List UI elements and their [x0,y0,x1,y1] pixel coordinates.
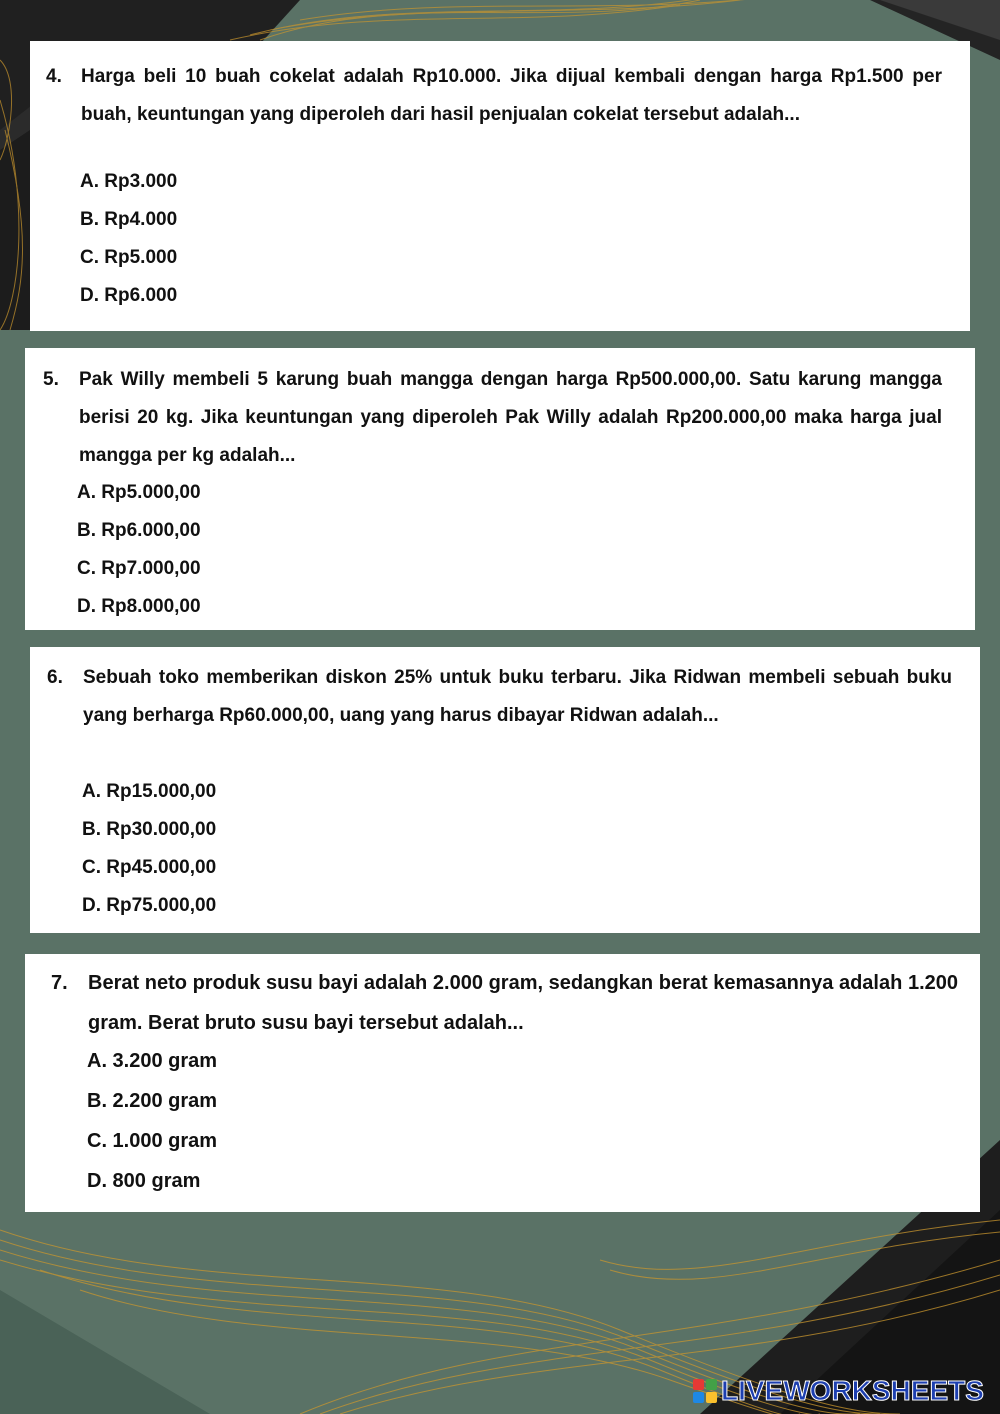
option-b[interactable]: B. Rp4.000 [80,209,178,230]
question-card-7 [25,954,980,1212]
option-d[interactable]: D. Rp75.000,00 [82,895,217,916]
option-c[interactable]: C. 1.000 gram [87,1130,218,1152]
question-text: Berat neto produk susu bayi adalah 2.000 gram, sedangkan berat kemasannya adalah 1.200 gram. Berat bruto susu bayi tersebut adalah... [88,972,958,1034]
brand-name: LIVEWORKSHEETS [721,1375,984,1406]
question-number: 4. [46,66,62,87]
option-a[interactable]: A. 3.200 gram [87,1050,218,1072]
option-a[interactable]: A. Rp15.000,00 [82,781,217,802]
question-number: 5. [43,369,59,390]
question-card-4 [30,41,970,331]
option-c[interactable]: C. Rp7.000,00 [77,558,201,579]
liveworksheets-logo-icon [693,1379,717,1403]
option-c[interactable]: C. Rp5.000 [80,247,178,268]
question-card-6 [30,647,980,933]
question-card-5 [25,348,975,630]
option-d[interactable]: D. Rp6.000 [80,285,178,306]
liveworksheets-logo[interactable] [693,1374,984,1408]
option-a[interactable]: A. Rp5.000,00 [77,482,201,503]
question-number: 6. [47,667,63,688]
option-d[interactable]: D. Rp8.000,00 [77,596,201,617]
option-b[interactable]: B. Rp6.000,00 [77,520,201,541]
option-d[interactable]: D. 800 gram [87,1170,201,1192]
option-b[interactable]: B. 2.200 gram [87,1090,218,1112]
question-number: 7. [51,972,68,994]
option-c[interactable]: C. Rp45.000,00 [82,857,217,878]
question-text: Sebuah toko memberikan diskon 25% untuk buku terbaru. Jika Ridwan membeli sebuah buku yang berharga Rp60.000,00, uang yang harus dibayar Ridwan adalah... [83,667,952,726]
question-text: Harga beli 10 buah cokelat adalah Rp10.000. Jika dijual kembali dengan harga Rp1.500 per buah, keuntungan yang diperoleh dari hasil penjualan cokelat tersebut adalah... [81,66,942,125]
question-text: Pak Willy membeli 5 karung buah mangga dengan harga Rp500.000,00. Satu karung mangga berisi 20 kg. Jika keuntungan yang diperoleh Pak Willy adalah Rp200.000,00 maka harga jual mangga per kg adalah... [79,369,942,466]
option-b[interactable]: B. Rp30.000,00 [82,819,217,840]
option-a[interactable]: A. Rp3.000 [80,171,178,192]
